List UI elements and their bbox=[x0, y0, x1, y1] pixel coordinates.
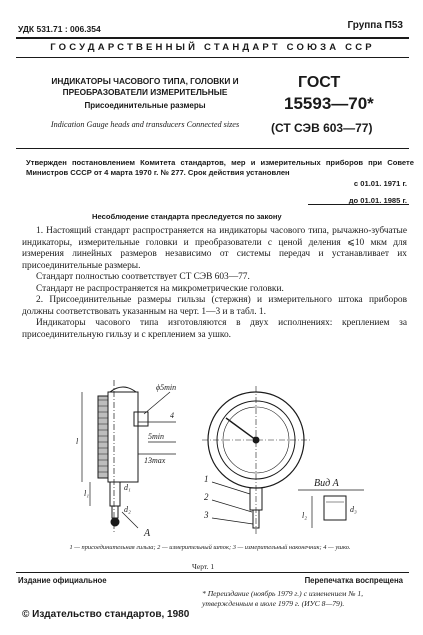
paragraph-1: 1. Настоящий стандарт распространяется на индикаторы часового типа, рычажно-зубчатые индикаторы, измерительные головки и преобразователи с ценой деления ⩽10 мкм для измерения линейных размеров независимо от системы передач и устанавливает их присоединительные размеры. bbox=[22, 226, 407, 271]
copyright: © Издательство стандартов, 1980 bbox=[22, 609, 190, 620]
paragraph-4: 2. Присоединительные размеры гильзы (стержня) и измерительного штока приборов должны соответствовать указанным на черт. 1—3 и в табл. 1. bbox=[22, 295, 407, 317]
label-l1: l₁ bbox=[84, 489, 90, 498]
label-5min: 5min bbox=[148, 432, 164, 441]
figure-caption: 1 — присоединительная гильза; 2 — измерительный шток; 3 — измерительный наконечник; 4 — ушко. bbox=[69, 544, 351, 551]
title-en: Indication Gauge heads and transducers Connected sizes bbox=[50, 120, 240, 129]
figure-number: Черт. 1 bbox=[192, 562, 215, 571]
label-l: l bbox=[76, 437, 79, 446]
banner-rule bbox=[16, 57, 409, 58]
label-d1: d₁ bbox=[124, 483, 131, 492]
body-text bbox=[22, 226, 407, 341]
indicator-drawing bbox=[26, 378, 398, 540]
label-d3: d₃ bbox=[350, 505, 357, 514]
group-code: Группа П53 bbox=[347, 20, 403, 31]
label-view-a: Вид А bbox=[314, 478, 339, 489]
label-a: A bbox=[144, 528, 151, 539]
label-1: 1 bbox=[204, 474, 209, 484]
label-4: 4 bbox=[170, 411, 174, 420]
gost-label: ГОСТ bbox=[298, 74, 341, 91]
label-l2: l₂ bbox=[302, 511, 308, 520]
label-d2: d₂ bbox=[124, 505, 131, 514]
udc-code: УДК 531.71 : 006.354 bbox=[18, 24, 101, 34]
official-edition: Издание официальное bbox=[18, 576, 107, 585]
title-ru-subtitle: Присоединительные размеры bbox=[84, 101, 206, 110]
label-13max: 13max bbox=[144, 456, 166, 465]
valid-to-underline bbox=[308, 204, 409, 205]
reissue-note: * Переиздание (ноябрь 1979 г.) с изменением № 1, утвержденным в июле 1979 г. (ИУС 8—79). bbox=[202, 589, 364, 608]
label-d5: ϕ5min bbox=[156, 383, 177, 392]
paragraph-5: Индикаторы часового типа изготовляются в двух исполнениях: креплением за присоединительную гильзу и с креплением за ушко. bbox=[22, 318, 407, 340]
standard-banner: ГОСУДАРСТВЕННЫЙ СТАНДАРТ СОЮЗА ССР bbox=[50, 42, 375, 53]
label-2: 2 bbox=[204, 492, 209, 502]
front-view bbox=[202, 386, 364, 534]
legal-notice: Несоблюдение стандарта преследуется по закону bbox=[92, 212, 282, 221]
valid-to: до 01.01. 1985 г. bbox=[348, 196, 407, 205]
reprint-forbidden: Перепечатка воспрещена bbox=[304, 576, 403, 585]
paragraph-3: Стандарт не распространяется на микрометрические головки. bbox=[36, 283, 284, 294]
gost-number: 15593—70* bbox=[284, 94, 374, 113]
approval-text: Утвержден постановлением Комитета стандартов, мер и измерительных приборов при Совете Министров СССР от 4 марта 1970 г. № 277. Срок действия установлен bbox=[26, 158, 414, 178]
footer-rule bbox=[16, 572, 409, 573]
title-ru: ИНДИКАТОРЫ ЧАСОВОГО ТИПА, ГОЛОВКИ И ПРЕОБРАЗОВАТЕЛИ ИЗМЕРИТЕЛЬНЫЕ bbox=[51, 76, 239, 97]
paragraph-2: Стандарт полностью соответствует СТ СЭВ 603—77. bbox=[36, 272, 250, 282]
valid-from: с 01.01. 1971 г. bbox=[353, 179, 407, 188]
sev-number: (СТ СЭВ 603—77) bbox=[271, 121, 373, 135]
top-rule bbox=[16, 37, 409, 39]
title-rule bbox=[16, 148, 409, 149]
label-3: 3 bbox=[204, 510, 209, 520]
